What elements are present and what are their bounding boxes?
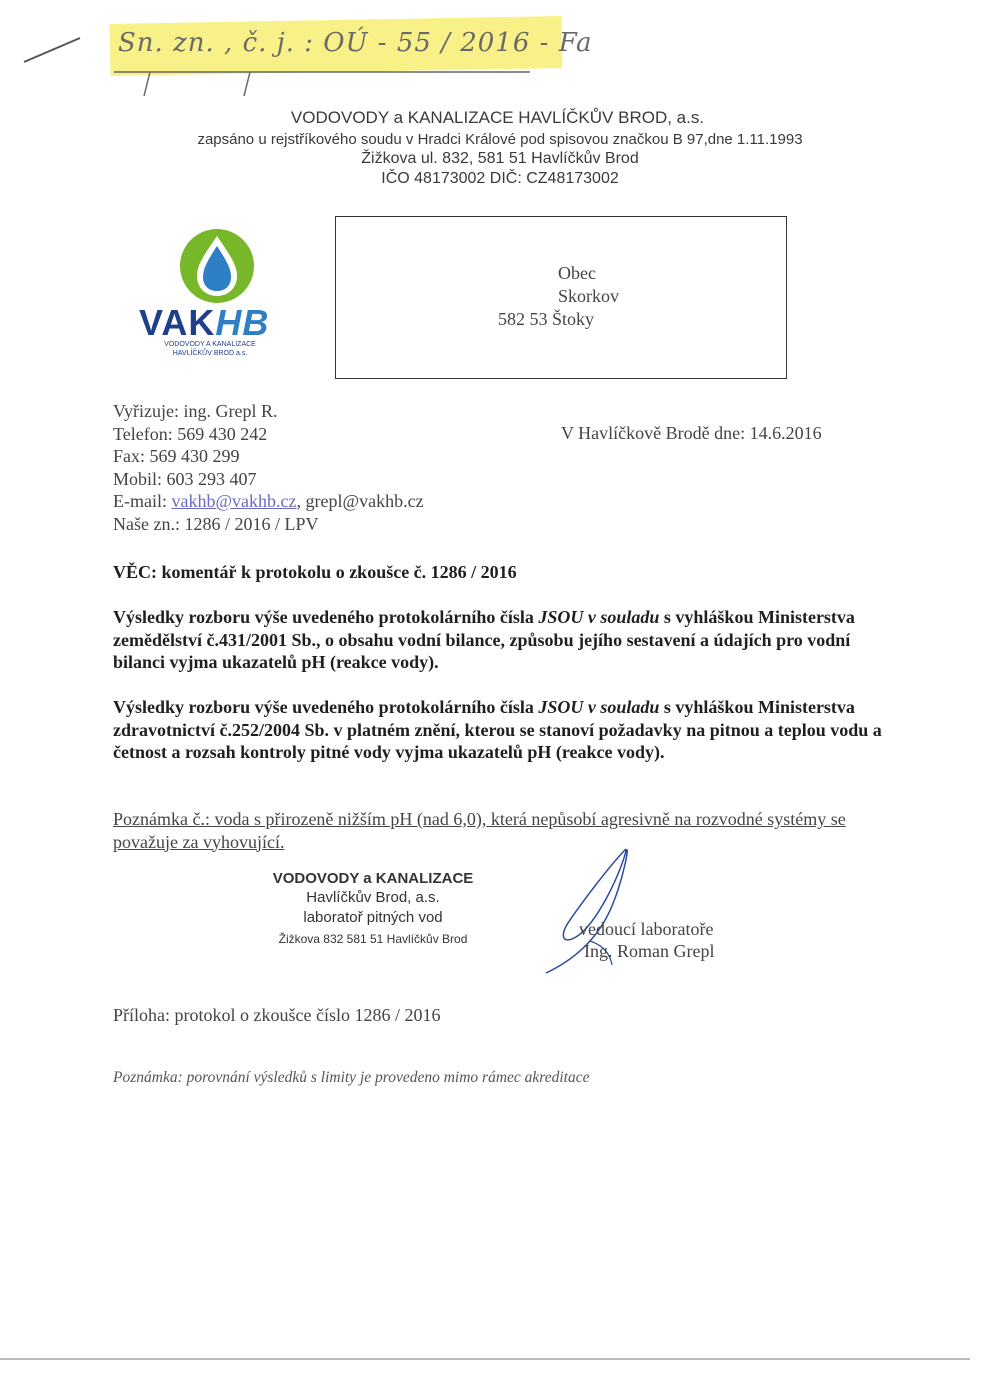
company-ids: IČO 48173002 DIČ: CZ48173002 (381, 170, 619, 187)
pen-stroke-mark (20, 30, 90, 70)
logo-wordmark-vak: VAK (139, 302, 216, 343)
laboratory-stamp (262, 870, 484, 946)
mobile: Mobil: 603 293 407 (113, 468, 257, 489)
subject: VĚC: komentář k protokolu o zkoušce č. 1286 / 2016 (113, 562, 517, 582)
logo-wordmark-hb: HB (215, 302, 270, 343)
company-address: Žižkova ul. 832, 581 51 Havlíčkův Brod (361, 150, 639, 167)
handwritten-underline (110, 66, 550, 106)
company-header (0, 108, 1000, 188)
paragraph-2 (113, 696, 888, 764)
signatory-name: Ing. Roman Grepl (584, 941, 715, 961)
handled-by: Vyřizuje: ing. Grepl R. (113, 401, 278, 421)
signatory (579, 918, 714, 962)
fax: Fax: 569 430 299 (113, 446, 240, 466)
stamp-line-2: Havlíčkův Brod, a.s. (306, 889, 440, 906)
email-line (113, 490, 424, 513)
paragraph-2-post: s vyhláškou Ministerstva zdravotnictví č.252/2004 Sb. v platném znění, kterou se stanoví požadavky na pitnou a teplou vodu a četnost a rozsah kontroly pitné vody vyjma ukazatelů pH (reakce vody). (113, 697, 882, 762)
water-drop-icon (177, 228, 257, 304)
recipient-line-1: Obec (558, 263, 596, 283)
company-registration: zapsáno u rejstříkového soudu v Hradci Králové pod spisovou značkou B 97,dne 1.11.1993 (197, 131, 803, 148)
logo-subtitle (135, 340, 285, 358)
logo-wordmark (139, 302, 269, 344)
recipient-line-3: 582 53 Štoky (498, 309, 595, 329)
logo-subtitle-line1: VODOVODY A KANALIZACE (164, 341, 256, 348)
paragraph-1-emphasis: JSOU v souladu (538, 607, 660, 627)
attachment: Příloha: protokol o zkoušce číslo 1286 / 2016 (113, 1005, 441, 1025)
paragraph-1-post: s vyhláškou Ministerstva zemědělství č.431/2001 Sb., o obsahu vodní bilance, způsobu jejího sestavení a údajích pro vodní bilanci vyjma ukazatelů pH (reakce vody). (113, 607, 855, 672)
email-link-vakhb[interactable]: vakhb@vakhb.cz (171, 491, 297, 511)
footnote: Poznámka: porovnání výsledků s limity je provedeno mimo rámec akreditace (113, 1069, 590, 1086)
contact-block (113, 400, 424, 535)
date-line: V Havlíčkově Brodě dne: 14.6.2016 (561, 423, 822, 443)
signatory-role: vedoucí laboratoře (579, 919, 714, 939)
email-grepl: grepl@vakhb.cz (305, 491, 424, 511)
stamp-line-1: VODOVODY a KANALIZACE (272, 870, 474, 887)
paragraph-2-emphasis: JSOU v souladu (538, 697, 660, 717)
phone: Telefon: 569 430 242 (113, 423, 268, 444)
recipient-line-2: Skorkov (558, 286, 620, 306)
scan-edge-line (0, 1358, 970, 1360)
paragraph-1 (113, 606, 888, 674)
vakhb-logo (135, 228, 305, 358)
our-reference: Naše zn.: 1286 / 2016 / LPV (113, 513, 319, 534)
paragraph-1-pre: Výsledky rozboru výše uvedeného protokolárního čísla (113, 607, 539, 627)
stamp-line-4: Žižkova 832 581 51 Havlíčkův Brod (278, 932, 468, 946)
stamp-line-3: laboratoř pitných vod (303, 909, 443, 926)
recipient-address (498, 262, 619, 331)
paragraph-2-pre: Výsledky rozboru výše uvedeného protokolárního čísla (113, 697, 539, 717)
email-label: E-mail: (113, 491, 172, 511)
logo-subtitle-line2: HAVLÍČKŮV BROD a.s. (172, 350, 248, 357)
handwritten-reference: Sn. zn. , č. j. : OÚ - 55 / 2016 - Fa (118, 28, 593, 58)
email-separator: , (296, 491, 306, 511)
company-name: VODOVODY a KANALIZACE HAVLÍČKŮV BROD, a.s. (290, 108, 705, 127)
note: Poznámka č.: voda s přirozeně nižším pH (nad 6,0), která nepůsobí agresivně na rozvodné systémy se považuje za vyhovující. (113, 809, 846, 852)
